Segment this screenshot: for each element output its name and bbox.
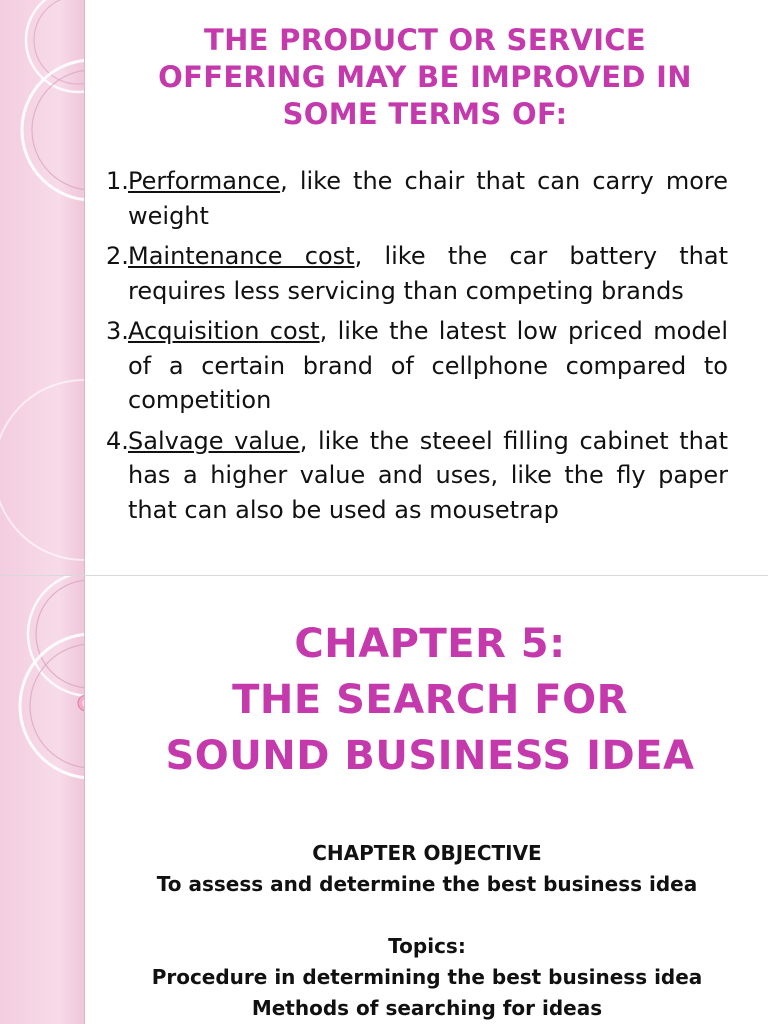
item-number: 4. (106, 426, 129, 455)
list-item (106, 314, 728, 418)
item-term: Performance (128, 167, 281, 195)
item-term: Acquisition cost (128, 317, 320, 345)
item-description: , like the chair that can carry more weight (128, 167, 728, 230)
title-line: SOME TERMS OF: (282, 97, 568, 131)
topics-heading: Topics: (388, 934, 466, 958)
item-description: , like the car battery that requires less servicing than competing brands (128, 242, 728, 305)
chapter-objective-block (92, 838, 762, 1024)
title-line: THE SEARCH FOR (232, 677, 628, 723)
title-line: SOUND BUSINESS IDEA (165, 733, 695, 779)
item-number: 3. (106, 317, 129, 345)
item-number: 1. (106, 167, 129, 195)
topic-item: Methods of searching for ideas (251, 996, 603, 1020)
list-item (106, 164, 728, 233)
decorative-side-band (0, 0, 85, 576)
item-term: Salvage value (128, 426, 300, 455)
list-item (106, 239, 728, 308)
decorative-rings-icon (0, 0, 84, 576)
item-description: , like the latest low priced model of a certain brand of cellphone compared to competition (128, 317, 728, 414)
objective-text: To assess and determine the best business idea (156, 872, 698, 896)
list-item (106, 424, 728, 528)
title-line: THE PRODUCT OR SERVICE (203, 23, 646, 57)
title-line: CHAPTER 5: (294, 621, 566, 667)
slide-1-title (110, 22, 740, 133)
item-description: , like the steeel filling cabinet that has a higher value and uses, like the fly paper that can also be used as mousetrap (128, 426, 728, 524)
decorative-side-band (0, 576, 85, 1024)
item-term: Maintenance cost (128, 242, 355, 270)
chapter-title (110, 616, 750, 784)
improvement-list (106, 164, 728, 533)
title-line: OFFERING MAY BE IMPROVED IN (158, 60, 692, 94)
topic-item: Procedure in determining the best business idea (151, 965, 703, 989)
spacer (92, 900, 762, 931)
objective-heading: CHAPTER OBJECTIVE (312, 841, 542, 865)
decorative-rings-icon (0, 576, 84, 1024)
slide-2 (0, 576, 768, 1024)
item-number: 2. (106, 242, 129, 270)
